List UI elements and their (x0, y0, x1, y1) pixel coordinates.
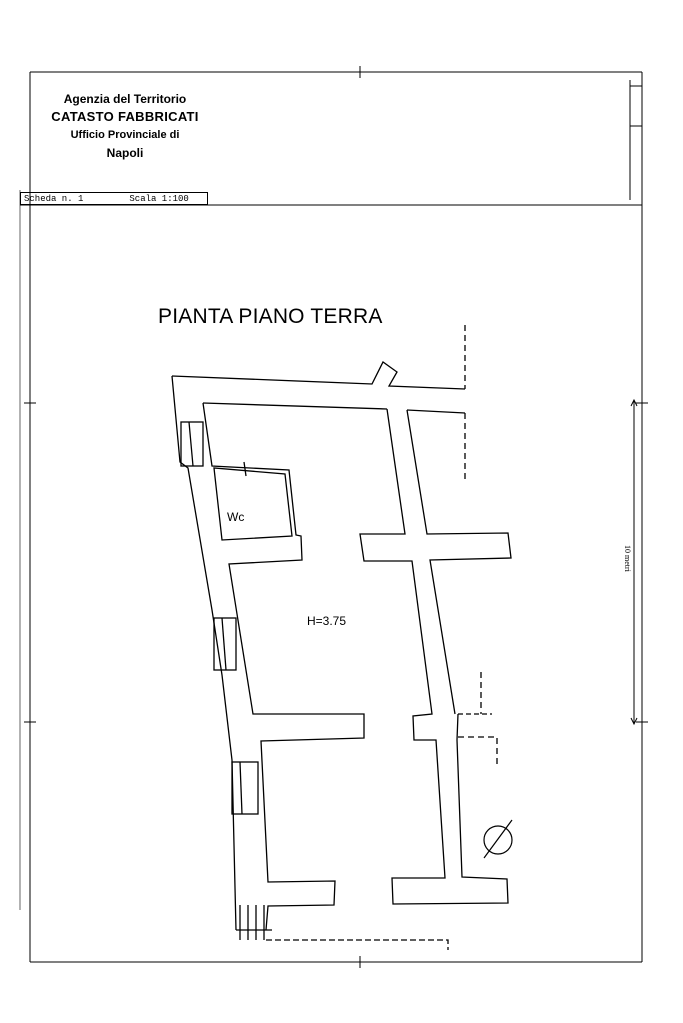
catasto-title: CATASTO FABBRICATI (51, 109, 199, 124)
scale-label: Scala 1:100 (129, 194, 189, 204)
central-spine-wall (360, 409, 508, 904)
plan-title: PIANTA PIANO TERRA (158, 305, 383, 328)
scheda-box (20, 192, 208, 205)
room-label-wc: Wc (227, 510, 245, 524)
header-block (40, 90, 210, 162)
top-wall-inner (203, 403, 387, 409)
scale-bar-label: 10 metri (623, 545, 632, 572)
top-wall-outer (172, 362, 465, 389)
agency-name: Agenzia del Territorio (63, 92, 187, 106)
left-wall-inner (203, 403, 364, 930)
room-height-label: H=3.75 (307, 614, 347, 628)
city-name: Napoli (106, 146, 144, 160)
north-arrow-icon (484, 820, 512, 858)
wc-room-outline (214, 468, 292, 540)
window-lower (232, 762, 258, 814)
central-spine-wall-right (407, 410, 511, 714)
office-name: Ufficio Provinciale di (70, 129, 180, 141)
scheda-number: Scheda n. 1 (24, 194, 84, 204)
